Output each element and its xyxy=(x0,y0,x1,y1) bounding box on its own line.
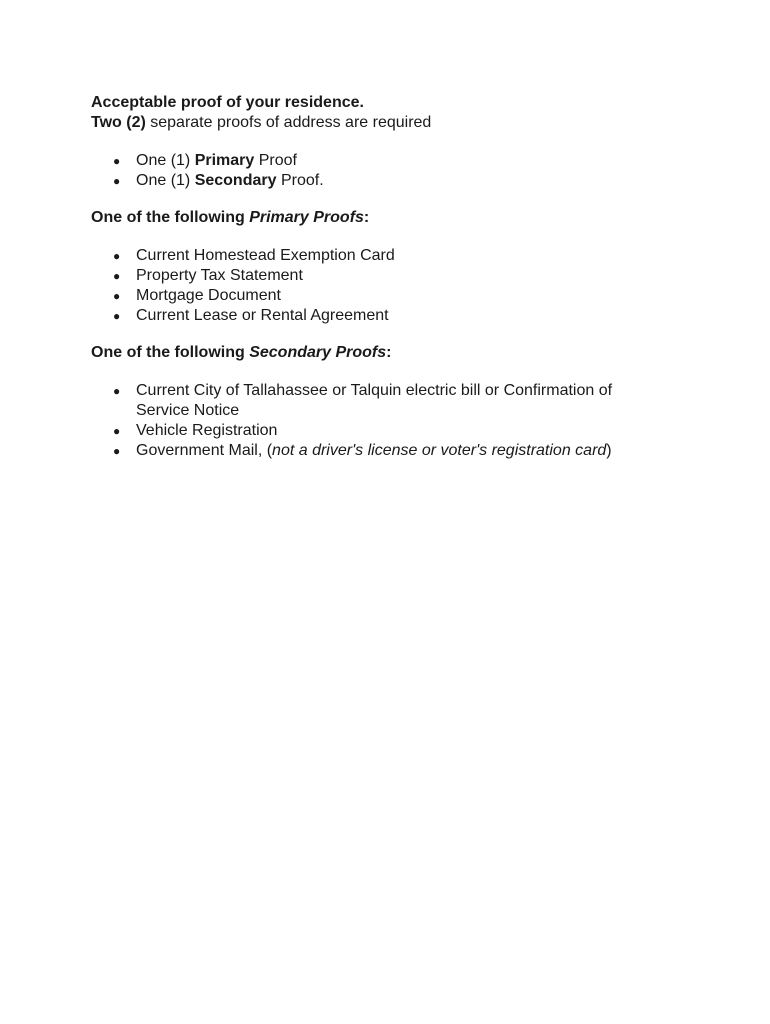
list-item: ● Current Lease or Rental Agreement xyxy=(113,307,389,324)
bullet-icon: ● xyxy=(113,289,121,303)
list-item: ● Mortgage Document xyxy=(113,287,281,304)
requirement-text: separate proofs of address are required xyxy=(145,114,432,131)
list-item: ● Government Mail, (not a driver's license or voter's registration card) xyxy=(113,442,612,459)
primary-proofs-list xyxy=(91,246,691,326)
list-item: ● Current City of Tallahassee or Talquin electric bill or Confirmation of Service Notice xyxy=(113,382,613,419)
bullet-icon: ● xyxy=(113,269,121,283)
requirement-count: Two (2) xyxy=(91,114,146,131)
bullet-icon: ● xyxy=(113,444,121,458)
requirement-line xyxy=(91,113,691,133)
list-item: ● Vehicle Registration xyxy=(113,422,278,439)
list-item: ● Property Tax Statement xyxy=(113,267,303,284)
primary-proofs-heading: One of the following Primary Proofs: xyxy=(91,209,370,226)
bullet-icon: ● xyxy=(113,424,121,438)
title-text: Acceptable proof of your residence. xyxy=(91,94,364,111)
list-item: ● Current Homestead Exemption Card xyxy=(113,247,395,264)
bullet-icon: ● xyxy=(113,249,121,263)
document-page xyxy=(91,93,691,461)
document-title xyxy=(91,93,691,113)
bullet-icon: ● xyxy=(113,384,121,398)
bullet-icon: ● xyxy=(113,174,121,188)
bullet-icon: ● xyxy=(113,309,121,323)
secondary-proofs-list xyxy=(91,381,691,461)
list-item: ● One (1) Primary Proof xyxy=(113,152,297,169)
bullet-icon: ● xyxy=(113,154,121,168)
requirement-list xyxy=(91,151,691,191)
list-item: ● One (1) Secondary Proof. xyxy=(113,172,324,189)
secondary-proofs-heading: One of the following Secondary Proofs: xyxy=(91,344,392,361)
